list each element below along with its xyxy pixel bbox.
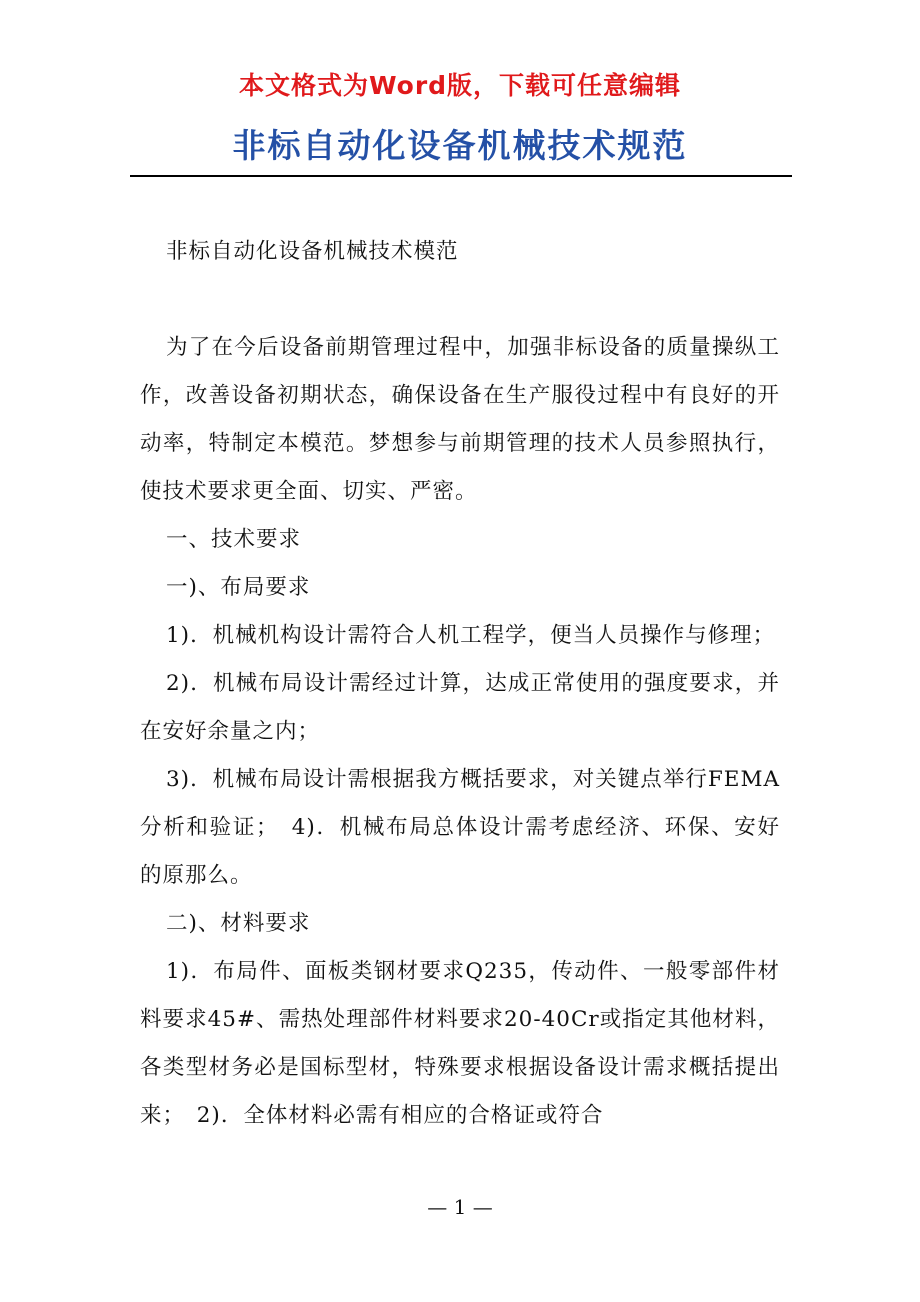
list-item-layout-1: 1)．机械机构设计需符合人机工程学，便当人员操作与修理； bbox=[166, 623, 776, 648]
page-number: — 1 — bbox=[427, 1195, 493, 1219]
header-divider bbox=[130, 175, 792, 177]
document-title: 非标自动化设备机械技术规范 bbox=[232, 126, 688, 165]
list-item-layout-3-4: 3)．机械布局设计需根据我方概括要求，对关键点举行FEMA分析和验证； 4)．机械布局总体设计需考虑经济、环保、安好的原那么。 bbox=[140, 767, 780, 888]
document-body bbox=[140, 228, 780, 1140]
section-heading-technical-requirements: 一、技术要求 bbox=[166, 527, 302, 552]
subtitle-paragraph: 非标自动化设备机械技术模范 bbox=[166, 239, 459, 264]
subsection-heading-layout-requirements: 一)、布局要求 bbox=[166, 575, 311, 600]
blank-line bbox=[140, 276, 780, 324]
format-notice-banner: 本文格式为Word版，下载可任意编辑 bbox=[238, 71, 682, 100]
intro-paragraph: 为了在今后设备前期管理过程中，加强非标设备的质量操纵工作，改善设备初期状态，确保设备在生产服役过程中有良好的开动率，特制定本模范。梦想参与前期管理的技术人员参照执行，使技术要求更全面、切实、严密。 bbox=[140, 335, 780, 504]
list-item-layout-2: 2)．机械布局设计需经过计算，达成正常使用的强度要求，并在安好余量之内； bbox=[140, 671, 780, 744]
list-item-material-1-2: 1)．布局件、面板类钢材要求Q235，传动件、一般零部件材料要求45#、需热处理部件材料要求20-40Cr或指定其他材料，各类型材务必是国标型材，特殊要求根据设备设计需求概括提出来； 2)．全体材料必需有相应的合格证或符合 bbox=[140, 959, 780, 1128]
subsection-heading-material-requirements: 二)、材料要求 bbox=[166, 911, 311, 936]
